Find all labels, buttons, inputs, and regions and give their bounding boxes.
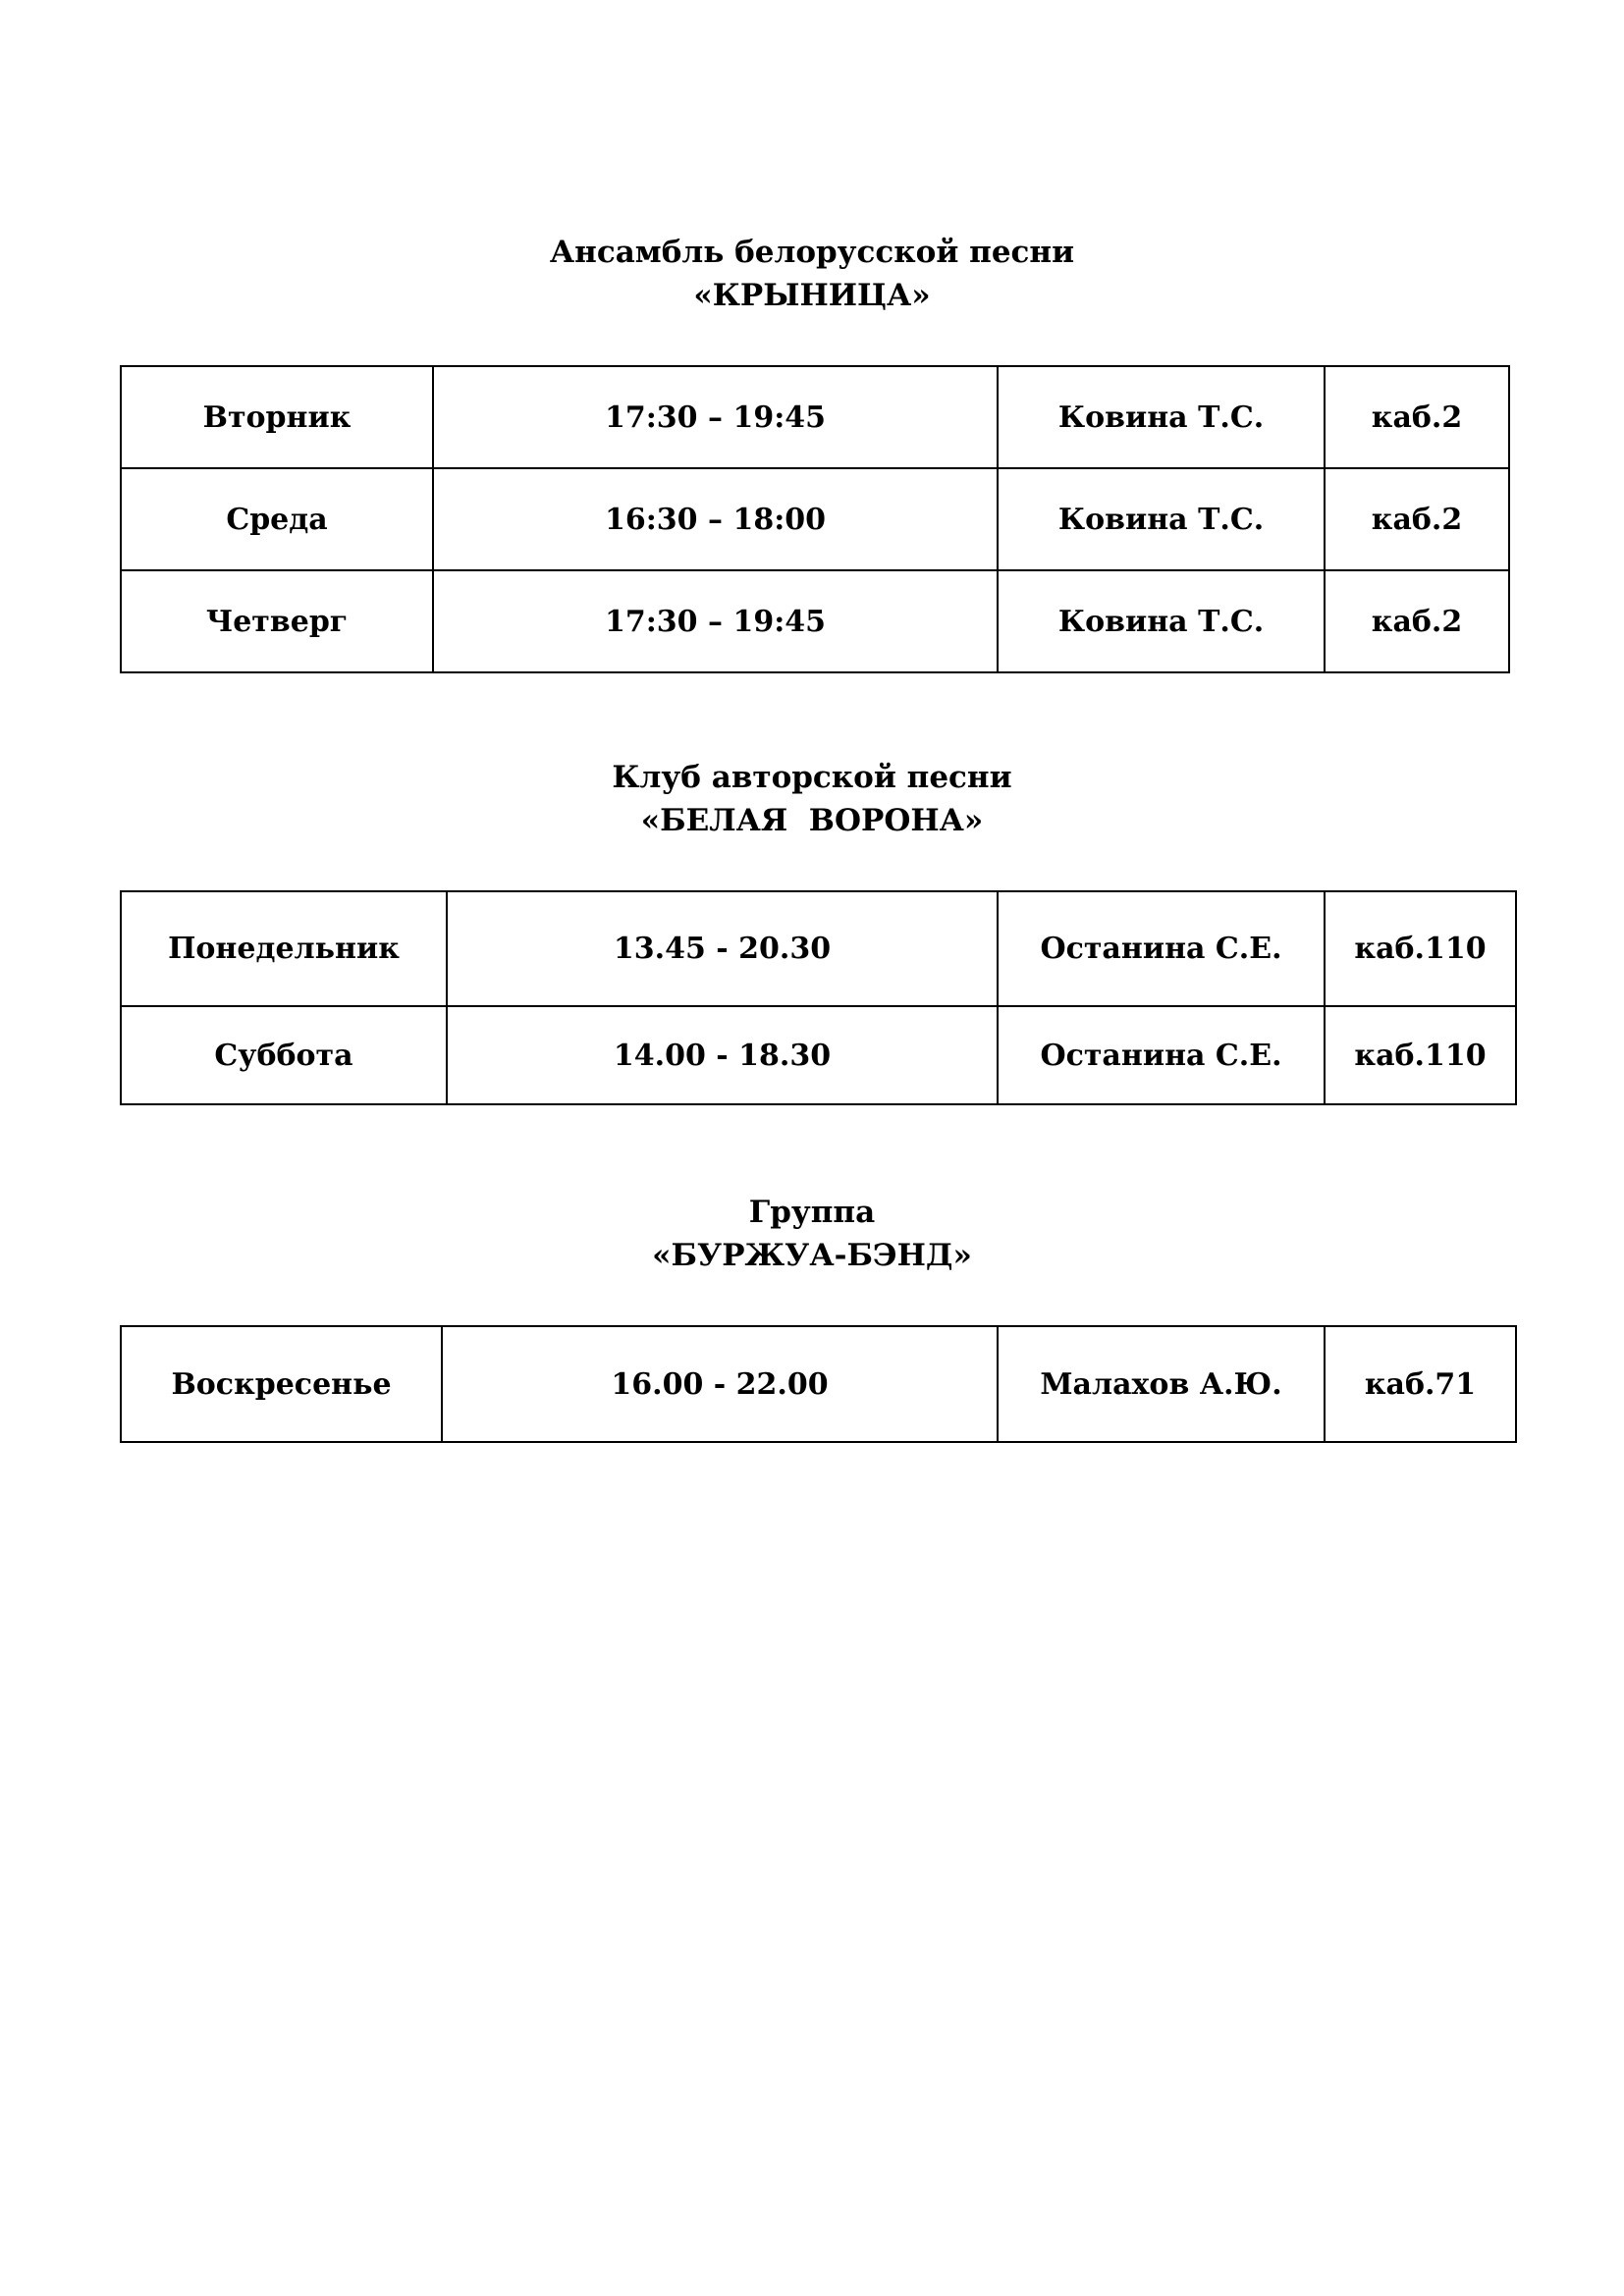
teacher-cell: Ковина Т.С.: [998, 366, 1325, 468]
table-row: [121, 1326, 1516, 1442]
teacher-cell: Ковина Т.С.: [998, 570, 1325, 672]
room-cell: каб.2: [1325, 570, 1509, 672]
day-cell: Четверг: [121, 570, 433, 672]
section-title-line1: Клуб авторской песни: [612, 760, 1012, 795]
section-title-line2: «КРЫНИЦА»: [693, 278, 931, 313]
teacher-cell: Малахов А.Ю.: [998, 1326, 1325, 1442]
teacher-cell: Останина С.Е.: [998, 891, 1325, 1006]
section-title-line1: Ансамбль белорусской песни: [549, 235, 1075, 270]
time-cell: 17:30 – 19:45: [433, 570, 998, 672]
day-cell: Воскресенье: [121, 1326, 442, 1442]
room-cell: каб.110: [1325, 891, 1516, 1006]
schedule-table-krynitsa: [120, 365, 1510, 673]
room-cell: каб.71: [1325, 1326, 1516, 1442]
room-cell: каб.110: [1325, 1006, 1516, 1104]
day-cell: Понедельник: [121, 891, 447, 1006]
day-cell: Среда: [121, 468, 433, 570]
teacher-cell: Останина С.Е.: [998, 1006, 1325, 1104]
teacher-cell: Ковина Т.С.: [998, 468, 1325, 570]
time-cell: 16:30 – 18:00: [433, 468, 998, 570]
table-row: [121, 1006, 1516, 1104]
section-title-krynitsa: [0, 231, 1624, 317]
table-row: [121, 468, 1509, 570]
section-title-burzhua-bend: [0, 1191, 1624, 1277]
day-cell: Вторник: [121, 366, 433, 468]
section-title-belaya-vorona: [0, 756, 1624, 842]
table-row: [121, 366, 1509, 468]
room-cell: каб.2: [1325, 366, 1509, 468]
table-row: [121, 891, 1516, 1006]
time-cell: 14.00 - 18.30: [447, 1006, 998, 1104]
section-title-line2: «БУРЖУА-БЭНД»: [652, 1238, 972, 1273]
time-cell: 13.45 - 20.30: [447, 891, 998, 1006]
schedule-table-belaya-vorona: [120, 890, 1517, 1105]
room-cell: каб.2: [1325, 468, 1509, 570]
time-cell: 16.00 - 22.00: [442, 1326, 998, 1442]
section-title-line1: Группа: [748, 1195, 876, 1230]
section-title-line2: «БЕЛАЯ ВОРОНА»: [640, 803, 984, 838]
schedule-table-burzhua-bend: [120, 1325, 1517, 1443]
table-row: [121, 570, 1509, 672]
time-cell: 17:30 – 19:45: [433, 366, 998, 468]
day-cell: Суббота: [121, 1006, 447, 1104]
